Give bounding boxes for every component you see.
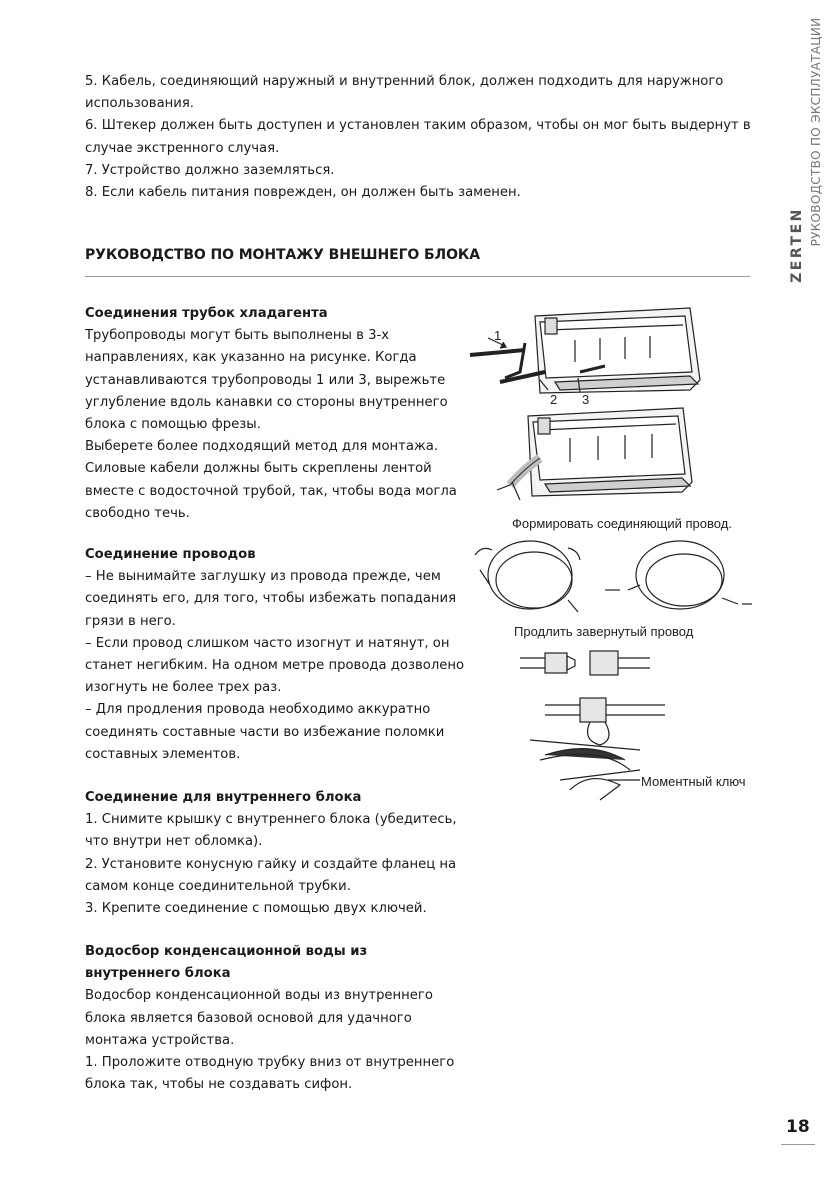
pipe-label-2: 2 — [550, 392, 558, 407]
wires-heading: Соединение проводов — [85, 547, 256, 562]
intro-item-5: 5. Кабель, соединяющий наружный и внутренний блок, должен подходить для наружного использования. — [85, 74, 724, 112]
wires-item-3: – Для продления провода необходимо аккуратно соединять составные части во избежание поломки составных элементов. — [85, 702, 445, 762]
intro-item-6: 6. Штекер должен быть доступен и установлен таким образом, чтобы он мог быть выдернут в случае экстренного случая. — [85, 118, 751, 156]
drain-paragraph-1: Водосбор конденсационной воды из внутреннего блока является базовой основой для удачного монтажа устройства. — [85, 988, 433, 1048]
flare-nut-diagram — [520, 651, 650, 675]
intro-item-7: 7. Устройство должно заземляться. — [85, 162, 335, 178]
section-title: РУКОВОДСТВО ПО МОНТАЖУ ВНЕШНЕГО БЛОКА — [85, 247, 480, 263]
indoor-item-2: 2. Установите конусную гайку и создайте фланец на самом конце соединительной трубки. — [85, 856, 457, 894]
drain-heading: Водосбор конденсационной воды из внутреннего блока — [85, 944, 368, 982]
brand-logo: ZERTEN — [789, 207, 805, 283]
drain-paragraph-2: 1. Проложите отводную трубку вниз от внутреннего блока так, чтобы не создавать сифон. — [85, 1055, 455, 1093]
indoor-unit-diagram-bottom — [497, 408, 692, 500]
page-number: 18 — [786, 1117, 810, 1137]
indoor-item-3: 3. Крепите соединение с помощью двух ключей. — [85, 901, 427, 917]
intro-item-8: 8. Если кабель питания поврежден, он должен быть заменен. — [85, 185, 521, 201]
refrigerant-paragraph-1: Трубопроводы могут быть выполнены в 3-х направлениях, как указанно на рисунке. Когда устанавливаются трубопроводы 1 или 3, вырежьте углубление вдоль канавки со стороны внутреннего блока с помощью фрезы. — [85, 328, 448, 433]
extend-wire-caption: Продлить завернутый провод — [514, 624, 694, 639]
wires-item-2: – Если провод слишком часто изогнут и натянут, он станет негибким. На одном метре провода дозволено изогнуть не более трех раз. — [85, 635, 465, 696]
torque-wrench-caption: Моментный ключ — [641, 774, 746, 789]
pipe-label-3: 3 — [582, 392, 590, 407]
refrigerant-paragraph-2: Выберете более подходящий метод для монтажа. Силовые кабели должны быть скреплены лентой вместе с водосточной трубой, так, чтобы вода могла свободно течь. — [85, 439, 457, 521]
form-wire-caption: Формировать соединяющий провод. — [512, 516, 732, 531]
wire-coil-diagram — [475, 541, 752, 612]
indoor-item-1: 1. Снимите крышку с внутреннего блока (убедитесь, что внутри нет обломка). — [85, 812, 457, 850]
side-guide-label: РУКОВОДСТВО ПО ЭКСПЛУАТАЦИИ — [809, 17, 823, 247]
wires-item-1: – Не вынимайте заглушку из провода прежде, чем соединять его, для того, чтобы избежать попадания грязи в него. — [85, 569, 457, 629]
refrigerant-heading: Соединения трубок хладагента — [85, 306, 328, 321]
indoor-heading: Соединение для внутреннего блока — [85, 790, 362, 805]
pipe-label-1: 1 — [494, 328, 502, 343]
indoor-unit-diagram-top — [470, 308, 700, 393]
page-number-rule — [781, 1144, 815, 1145]
